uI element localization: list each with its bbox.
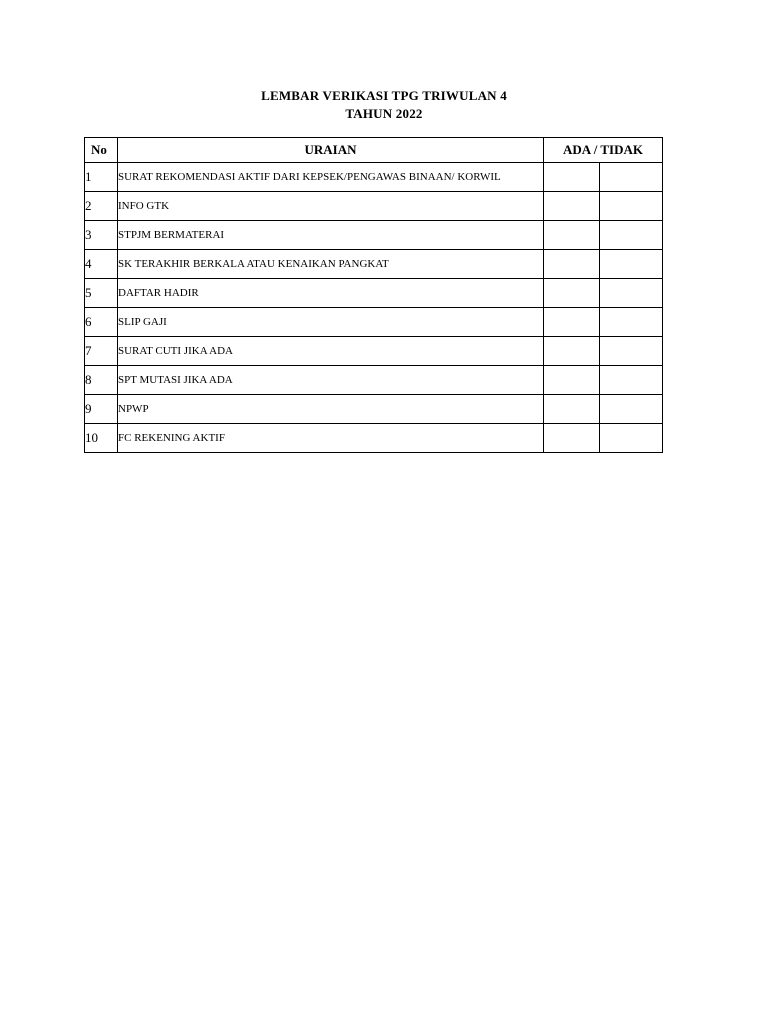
ada-checkbox-cell[interactable] [544,250,600,279]
ada-checkbox-cell[interactable] [544,192,600,221]
ada-checkbox-cell[interactable] [544,279,600,308]
row-description: FC REKENING AKTIF [118,424,544,453]
ada-checkbox-cell[interactable] [544,308,600,337]
row-description: SURAT REKOMENDASI AKTIF DARI KEPSEK/PENGAWAS BINAAN/ KORWIL [118,163,544,192]
tidak-checkbox-cell[interactable] [600,308,663,337]
row-number: 5 [85,279,118,308]
row-description: SLIP GAJI [118,308,544,337]
row-number: 7 [85,337,118,366]
table-header-row [85,138,663,163]
row-description: DAFTAR HADIR [118,279,544,308]
table-row [85,337,663,366]
tidak-checkbox-cell[interactable] [600,250,663,279]
table-row [85,424,663,453]
ada-checkbox-cell[interactable] [544,424,600,453]
table-row [85,192,663,221]
tidak-checkbox-cell[interactable] [600,395,663,424]
row-number: 10 [85,424,118,453]
row-number: 2 [85,192,118,221]
tidak-checkbox-cell[interactable] [600,279,663,308]
document-title-block [0,87,768,123]
table-row [85,366,663,395]
ada-checkbox-cell[interactable] [544,395,600,424]
table-row [85,163,663,192]
header-ada-tidak: ADA / TIDAK [544,138,663,163]
tidak-checkbox-cell[interactable] [600,424,663,453]
table-row [85,308,663,337]
row-number: 6 [85,308,118,337]
row-description: NPWP [118,395,544,424]
row-description: INFO GTK [118,192,544,221]
header-no: No [85,138,118,163]
document-subtitle-year: TAHUN 2022 [345,106,423,121]
ada-checkbox-cell[interactable] [544,221,600,250]
table-row [85,279,663,308]
table-row [85,250,663,279]
tidak-checkbox-cell[interactable] [600,192,663,221]
tidak-checkbox-cell[interactable] [600,337,663,366]
row-description: STPJM BERMATERAI [118,221,544,250]
row-description: SK TERAKHIR BERKALA ATAU KENAIKAN PANGKAT [118,250,544,279]
table-body [85,163,663,453]
tidak-checkbox-cell[interactable] [600,221,663,250]
row-description: SURAT CUTI JIKA ADA [118,337,544,366]
ada-checkbox-cell[interactable] [544,366,600,395]
ada-checkbox-cell[interactable] [544,163,600,192]
table-row [85,395,663,424]
ada-checkbox-cell[interactable] [544,337,600,366]
tidak-checkbox-cell[interactable] [600,366,663,395]
header-uraian: URAIAN [118,138,544,163]
document-title: LEMBAR VERIKASI TPG TRIWULAN 4 [261,88,507,103]
row-number: 4 [85,250,118,279]
row-number: 1 [85,163,118,192]
tidak-checkbox-cell[interactable] [600,163,663,192]
row-number: 9 [85,395,118,424]
row-number: 8 [85,366,118,395]
row-number: 3 [85,221,118,250]
verification-checklist-table [84,137,663,453]
row-description: SPT MUTASI JIKA ADA [118,366,544,395]
table-row [85,221,663,250]
